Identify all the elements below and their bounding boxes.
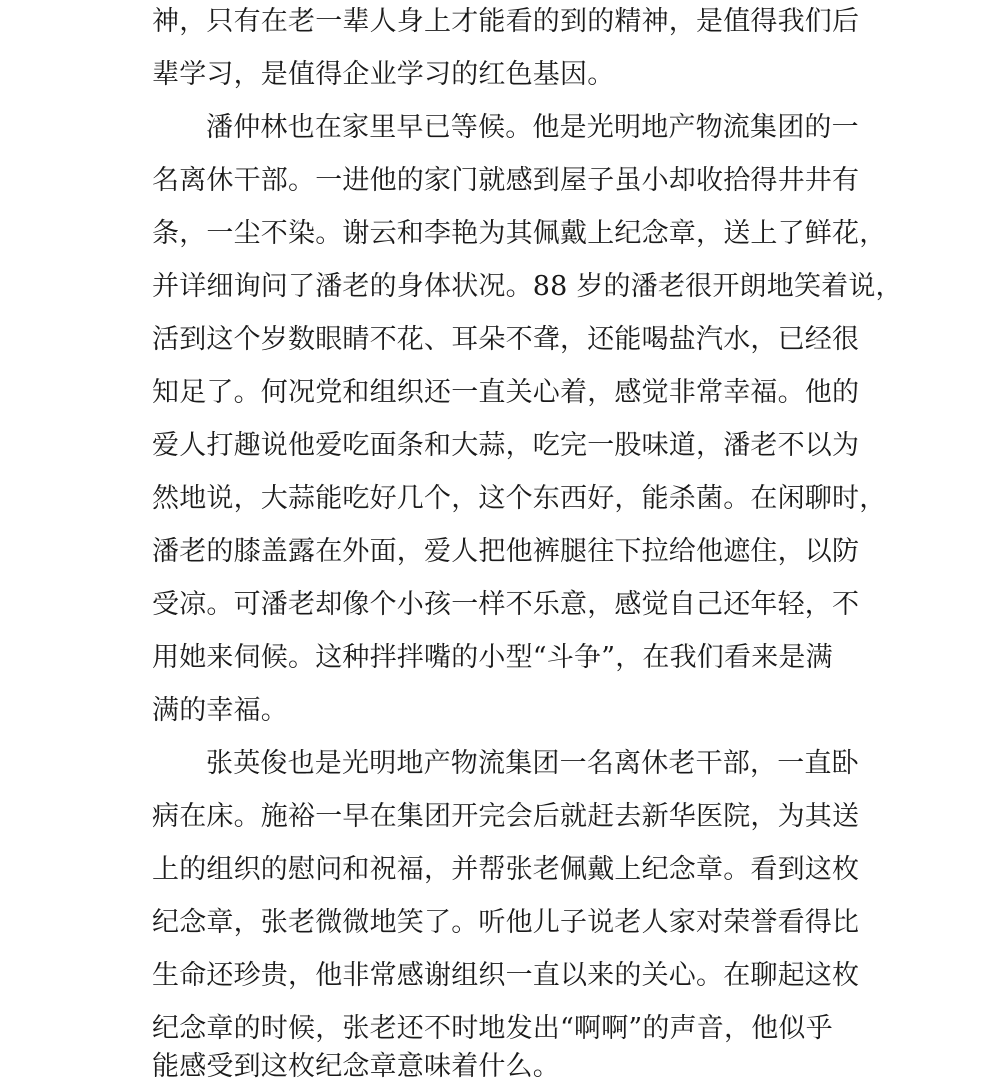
- text-line: 上的组织的慰问和祝福，并帮张老佩戴上纪念章。看到这枚: [152, 854, 860, 885]
- text-line: 生命还珍贵，他非常感谢组织一直以来的关心。在聊起这枚: [152, 960, 860, 991]
- text-line: 条，一尘不染。谢云和李艳为其佩戴上纪念章，送上了鲜花，: [152, 218, 887, 249]
- text-line: 纪念章的时候，张老还不时地发出“啊啊”的声音，他似乎: [152, 1013, 833, 1044]
- text-line: 能感受到这枚纪念章意味着什么。: [152, 1051, 560, 1082]
- text-line: 并详细询问了潘老的身体状况。88 岁的潘老很开朗地笑着说，: [152, 271, 903, 302]
- text-line: 爱人打趣说他爱吃面条和大蒜，吃完一股味道，潘老不以为: [152, 430, 860, 461]
- text-line: 潘老的膝盖露在外面，爱人把他裤腿往下拉给他遮住，以防: [152, 536, 860, 567]
- text-line: 用她来伺候。这种拌拌嘴的小型“斗争”，在我们看来是满: [152, 642, 833, 673]
- text-line: 然地说，大蒜能吃好几个，这个东西好，能杀菌。在闲聊时，: [152, 483, 887, 514]
- text-line: 知足了。何况党和组织还一直关心着，感觉非常幸福。他的: [152, 377, 860, 408]
- text-line: 病在床。施裕一早在集团开完会后就赶去新华医院，为其送: [152, 801, 860, 832]
- text-line: 名离休干部。一进他的家门就感到屋子虽小却收拾得井井有: [152, 165, 860, 196]
- text-line: 活到这个岁数眼睛不花、耳朵不聋，还能喝盐汽水，已经很: [152, 324, 860, 355]
- text-line: 满的幸福。: [152, 695, 288, 726]
- paragraph-start-line: 潘仲林也在家里早已等候。他是光明地产物流集团的一: [206, 112, 859, 143]
- text-line: 纪念章，张老微微地笑了。听他儿子说老人家对荣誉看得比: [152, 907, 860, 938]
- text-line: 辈学习，是值得企业学习的红色基因。: [152, 59, 615, 90]
- text-line: 受凉。可潘老却像个小孩一样不乐意，感觉自己还年轻，不: [152, 589, 860, 620]
- paragraph-start-line: 张英俊也是光明地产物流集团一名离休老干部，一直卧: [206, 748, 859, 779]
- text-line: 神，只有在老一辈人身上才能看的到的精神，是值得我们后: [152, 6, 860, 37]
